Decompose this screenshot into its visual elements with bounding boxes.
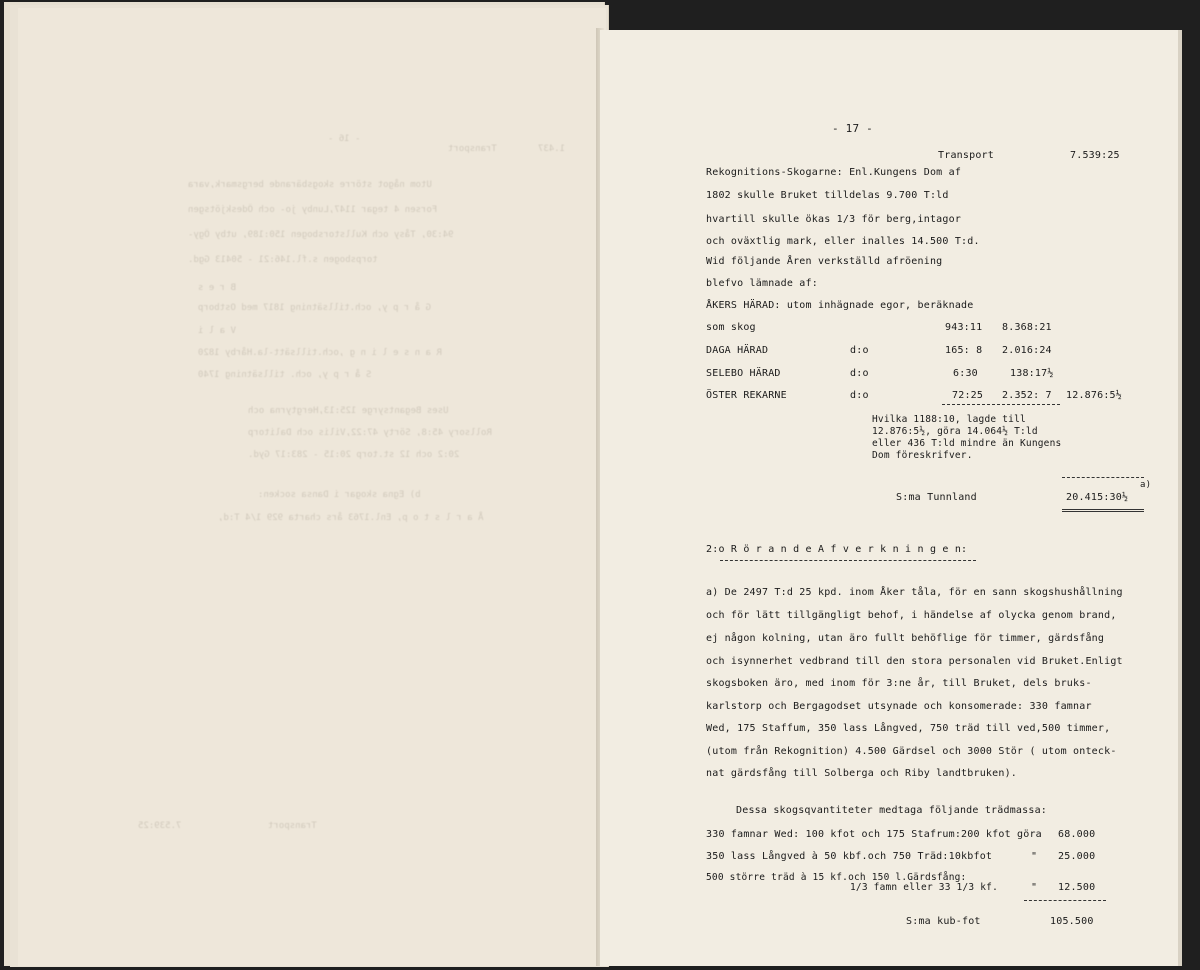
intro-line: Rekognitions-Skogarne: Enl.Kungens Dom af: [706, 167, 962, 178]
left-page: [18, 8, 606, 966]
volume-row-text: 500 större träd à 15 kf.och 150 l.Gärdsfång:: [706, 872, 967, 883]
volume-row-value: 12.500: [1058, 882, 1096, 893]
bleed-line: Uses Begantsyrge 125:13,Hergtyrna och: [248, 406, 449, 416]
bleed-line: V a l i: [198, 326, 236, 336]
sum-footnote: a): [1140, 480, 1152, 490]
bleed-line: b) Egna skogar i Dansa socken:: [258, 490, 421, 500]
right-page-edge: [1178, 30, 1182, 966]
body-line: Wed, 175 Staffum, 350 lass Långved, 750 träd till ved,500 timmer,: [706, 723, 1111, 734]
bleed-line: 94:30, Tåsy och Kullstorsbogen 150:189, utby Ögy-: [188, 230, 454, 240]
final-value: 105.500: [1050, 916, 1094, 927]
volume-intro: Dessa skogsqvantiteter medtaga följande trädmassa:: [736, 805, 1048, 816]
note-line: Dom föreskrifver.: [872, 450, 973, 461]
row-value-b: 8.368:21: [1002, 322, 1052, 333]
volume-row-text: 1/3 famn eller 33 1/3 kf.: [850, 882, 998, 893]
final-rule: [1024, 900, 1106, 901]
sum-rule: [942, 404, 1060, 405]
bleed-line: torpsbogen s.fl.146:21 - 50413 Ggd.: [188, 255, 378, 265]
body-line: och för lätt tillgängligt behof, i händelse af olycka genom brand,: [706, 610, 1117, 621]
total-rule: [1062, 477, 1144, 478]
row-value-a: 6:30: [953, 368, 978, 379]
row-value-b: 138:17½: [1010, 368, 1054, 379]
bleed-line: Transport: [268, 821, 317, 831]
row-value-a: 72:25: [952, 390, 984, 401]
transport-value: 7.539:25: [1070, 150, 1120, 161]
volume-row-text: 330 famnar Wed: 100 kfot och 175 Stafrum:200 kfot göra: [706, 829, 1042, 840]
body-line: a) De 2497 T:d 25 kpd. inom Åker tåla, för en sann skogshushållning: [706, 587, 1123, 598]
note-line: 12.876:5½, göra 14.064½ T:ld: [872, 426, 1038, 437]
row-name: ÖSTER REKARNE: [706, 390, 787, 401]
row-value-b: 2.352: 7: [1002, 390, 1052, 401]
row-name: SELEBO HÄRAD: [706, 368, 781, 379]
bleed-line: Å a r l s t o p, Enl.1763 års charta 929 1/4 T:d,: [218, 513, 484, 523]
intro-line: blefvo lämnade af:: [706, 278, 818, 289]
bleed-line: R a n s e l i n g ,och.tillsätt-la.Hårby 1820: [198, 348, 442, 358]
row-ditto: d:o: [850, 368, 869, 379]
intro-line: och oväxtlig mark, eller inalles 14.500 T:d.: [706, 236, 980, 247]
bleed-line: Utom något större skogsbärande bergsmark,vara: [188, 180, 432, 190]
row-value-a: 943:11: [945, 322, 983, 333]
row-ditto: d:o: [850, 345, 869, 356]
volume-row-mark: ": [1031, 851, 1038, 862]
bleed-transport-label: Transport: [448, 144, 497, 154]
bleed-line: 20:2 och 12 st.torp 20:15 - 283:17 Gyd.: [248, 450, 460, 460]
final-label: S:ma kub-fot: [906, 916, 981, 927]
akers-line: ÅKERS HÄRAD: utom inhägnade egor, beräknade: [706, 300, 974, 311]
body-line: skogsboken äro, med inom för 3:ne år, till Bruket, dels bruks-: [706, 678, 1092, 689]
note-line: eller 436 T:ld mindre än Kungens: [872, 438, 1062, 449]
bleed-line: G å r p y, och.tillsätning 1817 med Ostborp: [198, 303, 431, 313]
intro-line: 1802 skulle Bruket tilldelas 9.700 T:ld: [706, 190, 949, 201]
volume-row-value: 68.000: [1058, 829, 1096, 840]
body-line: ej någon kolning, utan äro fullt behöflige för timmer, gärdsfång: [706, 633, 1105, 644]
right-page: [600, 30, 1178, 966]
bleed-line: S å r p y, och. tillsätning 1740: [198, 370, 372, 380]
bleed-line: 7.539:25: [138, 821, 182, 831]
row-value-a: 165: 8: [945, 345, 983, 356]
section-title: 2:o R ö r a n d e A f v e r k n i n g e n:: [706, 544, 968, 555]
intro-line: hvartill skulle ökas 1/3 för berg,intagor: [706, 214, 962, 225]
body-line: nat gärdsfång till Solberga och Riby landtbruken).: [706, 768, 1018, 779]
note-line: Hvilka 1188:10, lagde till: [872, 414, 1026, 425]
sum-double-rule: [1062, 509, 1144, 512]
body-line: och isynnerhet vedbrand till den stora personalen vid Bruket.Enligt: [706, 656, 1123, 667]
volume-row-mark: ": [1031, 882, 1038, 893]
transport-label: Transport: [938, 150, 994, 161]
sum-label: S:ma Tunnland: [896, 492, 977, 503]
bleed-transport-value: 1.437: [538, 144, 566, 154]
body-line: karlstorp och Bergagodset utsynade och konsomerade: 330 famnar: [706, 701, 1092, 712]
body-line: (utom från Rekognition) 4.500 Gärdsel och 3000 Stör ( utom onteck-: [706, 746, 1117, 757]
row-name: som skog: [706, 322, 756, 333]
section-title-underline: [720, 560, 976, 561]
bleed-line: B r e s: [198, 283, 236, 293]
row-value-b: 2.016:24: [1002, 345, 1052, 356]
volume-row-value: 25.000: [1058, 851, 1096, 862]
bleed-page-number: - 16 -: [328, 134, 361, 144]
sum-value: 20.415:30½: [1066, 492, 1129, 503]
bleed-line: Forsen 4 tegar 1147,Lunby jo- och Ödeskjötsgen: [188, 205, 438, 215]
row-name: DAGA HÄRAD: [706, 345, 769, 356]
row-total: 12.876:5½: [1066, 390, 1122, 401]
page-number: - 17 -: [832, 122, 873, 135]
intro-line: Wid följande Åren verkställd afröening: [706, 256, 943, 267]
volume-row-text: 350 lass Långved à 50 kbf.och 750 Träd:10kbfot: [706, 851, 993, 862]
row-ditto: d:o: [850, 390, 869, 401]
bleed-line: Rollsory 45:8, Sörty 47:22,Vilis och Dalitorp: [248, 428, 492, 438]
